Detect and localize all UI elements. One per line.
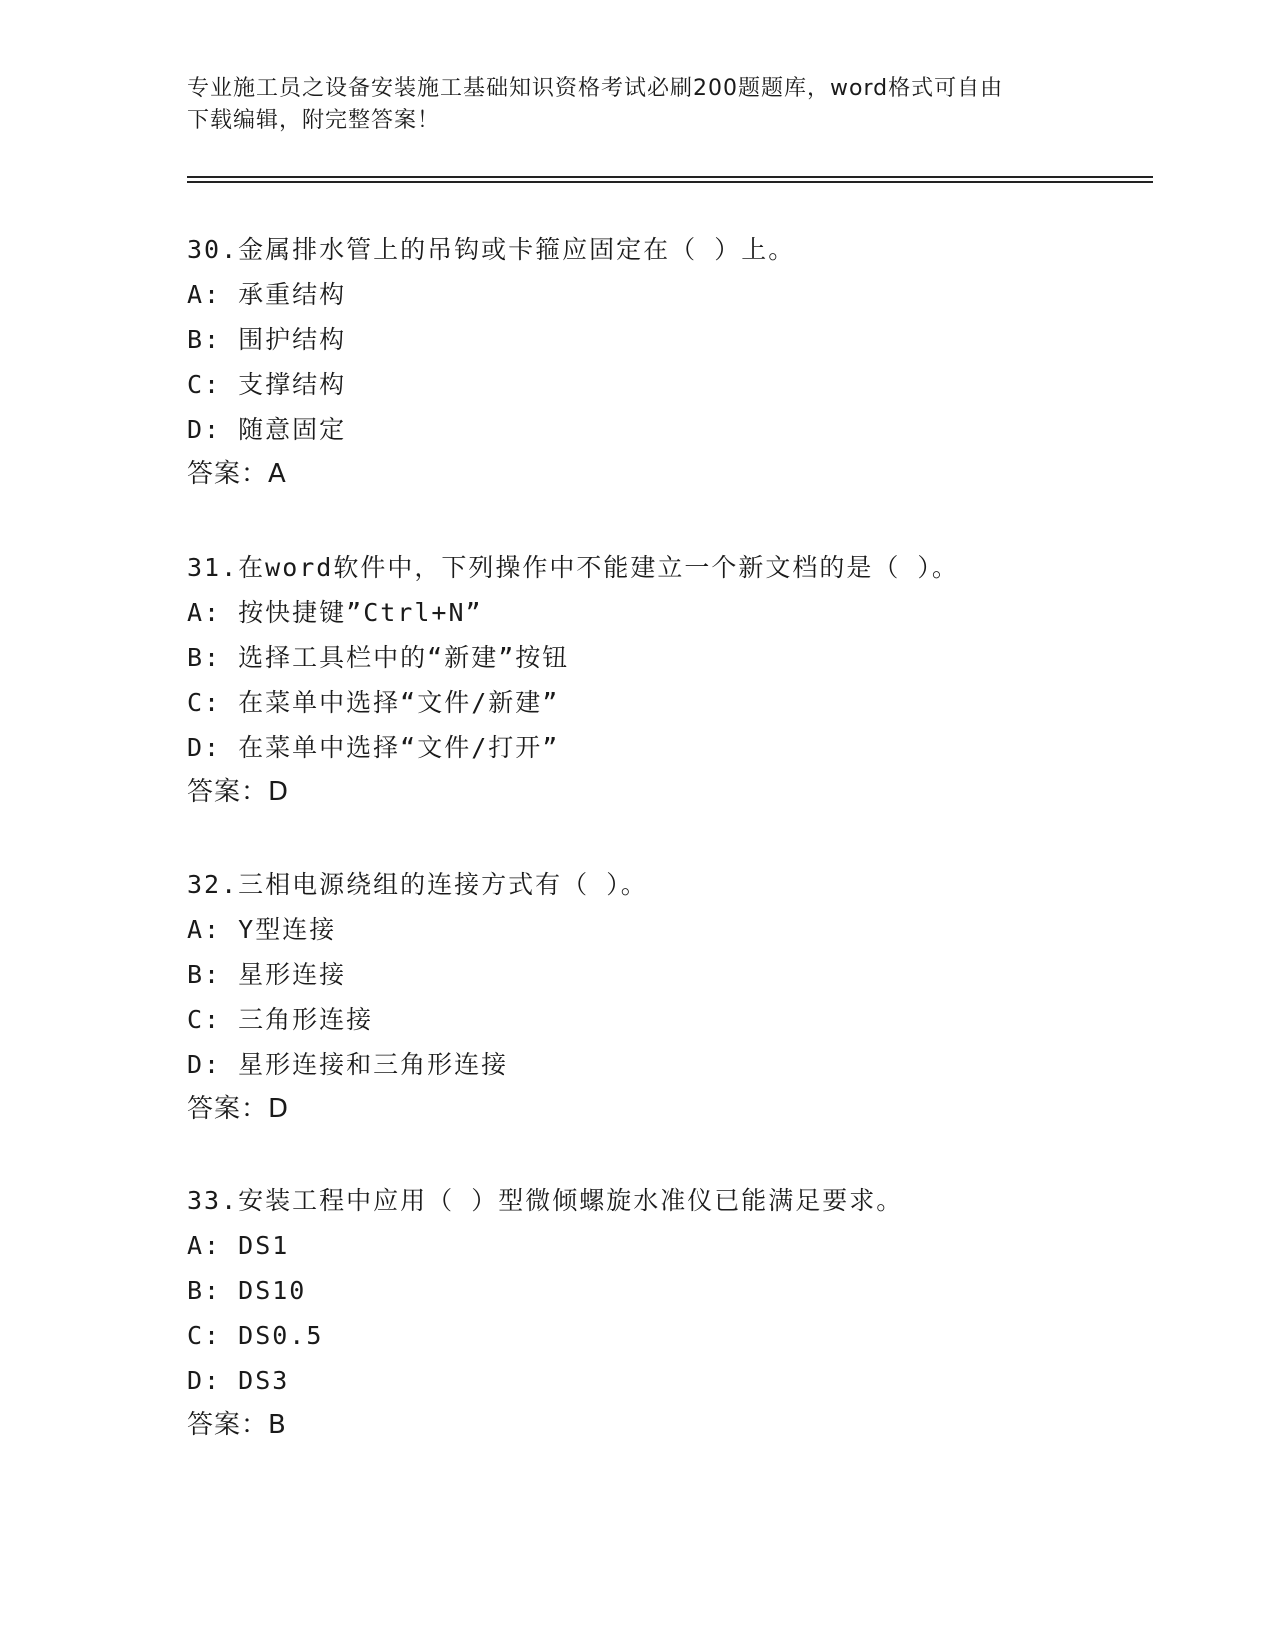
option-a: A: Y型连接: [187, 915, 337, 944]
header-rule-top: [187, 176, 1153, 178]
question-31: [187, 545, 1147, 815]
option-c: C: 支撑结构: [187, 370, 347, 399]
answer-line: 答案：D: [187, 1094, 290, 1124]
question-stem: 30.金属排水管上的吊钩或卡箍应固定在（ ）上。: [187, 235, 796, 264]
header-line-1: 专业施工员之设备安装施工基础知识资格考试必刷200题题库，word格式可自由: [187, 76, 1004, 101]
document-header: [187, 73, 1067, 137]
option-c: C: 在菜单中选择“文件/新建”: [187, 688, 560, 717]
question-stem: 32.三相电源绕组的连接方式有（ ）。: [187, 870, 648, 899]
option-d: D: 随意固定: [187, 415, 347, 444]
answer-line: 答案：D: [187, 777, 290, 807]
option-d: D: 星形连接和三角形连接: [187, 1050, 509, 1079]
option-a: A: 按快捷键”Ctrl+N”: [187, 598, 483, 627]
option-c: C: DS0.5: [187, 1321, 324, 1350]
option-a: A: DS1: [187, 1231, 290, 1260]
option-d: D: DS3: [187, 1366, 290, 1395]
option-b: B: 选择工具栏中的“新建”按钮: [187, 643, 570, 672]
answer-line: 答案：B: [187, 1410, 287, 1440]
question-30: [187, 227, 1147, 497]
option-d: D: 在菜单中选择“文件/打开”: [187, 733, 560, 762]
option-b: B: 星形连接: [187, 960, 347, 989]
option-c: C: 三角形连接: [187, 1005, 374, 1034]
question-stem: 33.安装工程中应用（ ）型微倾螺旋水准仪已能满足要求。: [187, 1186, 904, 1215]
header-rule-bottom: [187, 181, 1153, 183]
question-stem: 31.在word软件中，下列操作中不能建立一个新文档的是（ ）。: [187, 553, 959, 582]
option-a: A: 承重结构: [187, 280, 347, 309]
header-line-2: 下载编辑，附完整答案！: [187, 108, 441, 133]
question-33: [187, 1178, 1147, 1448]
option-b: B: DS10: [187, 1276, 307, 1305]
question-32: [187, 862, 1147, 1132]
option-b: B: 围护结构: [187, 325, 347, 354]
answer-line: 答案：A: [187, 459, 287, 489]
